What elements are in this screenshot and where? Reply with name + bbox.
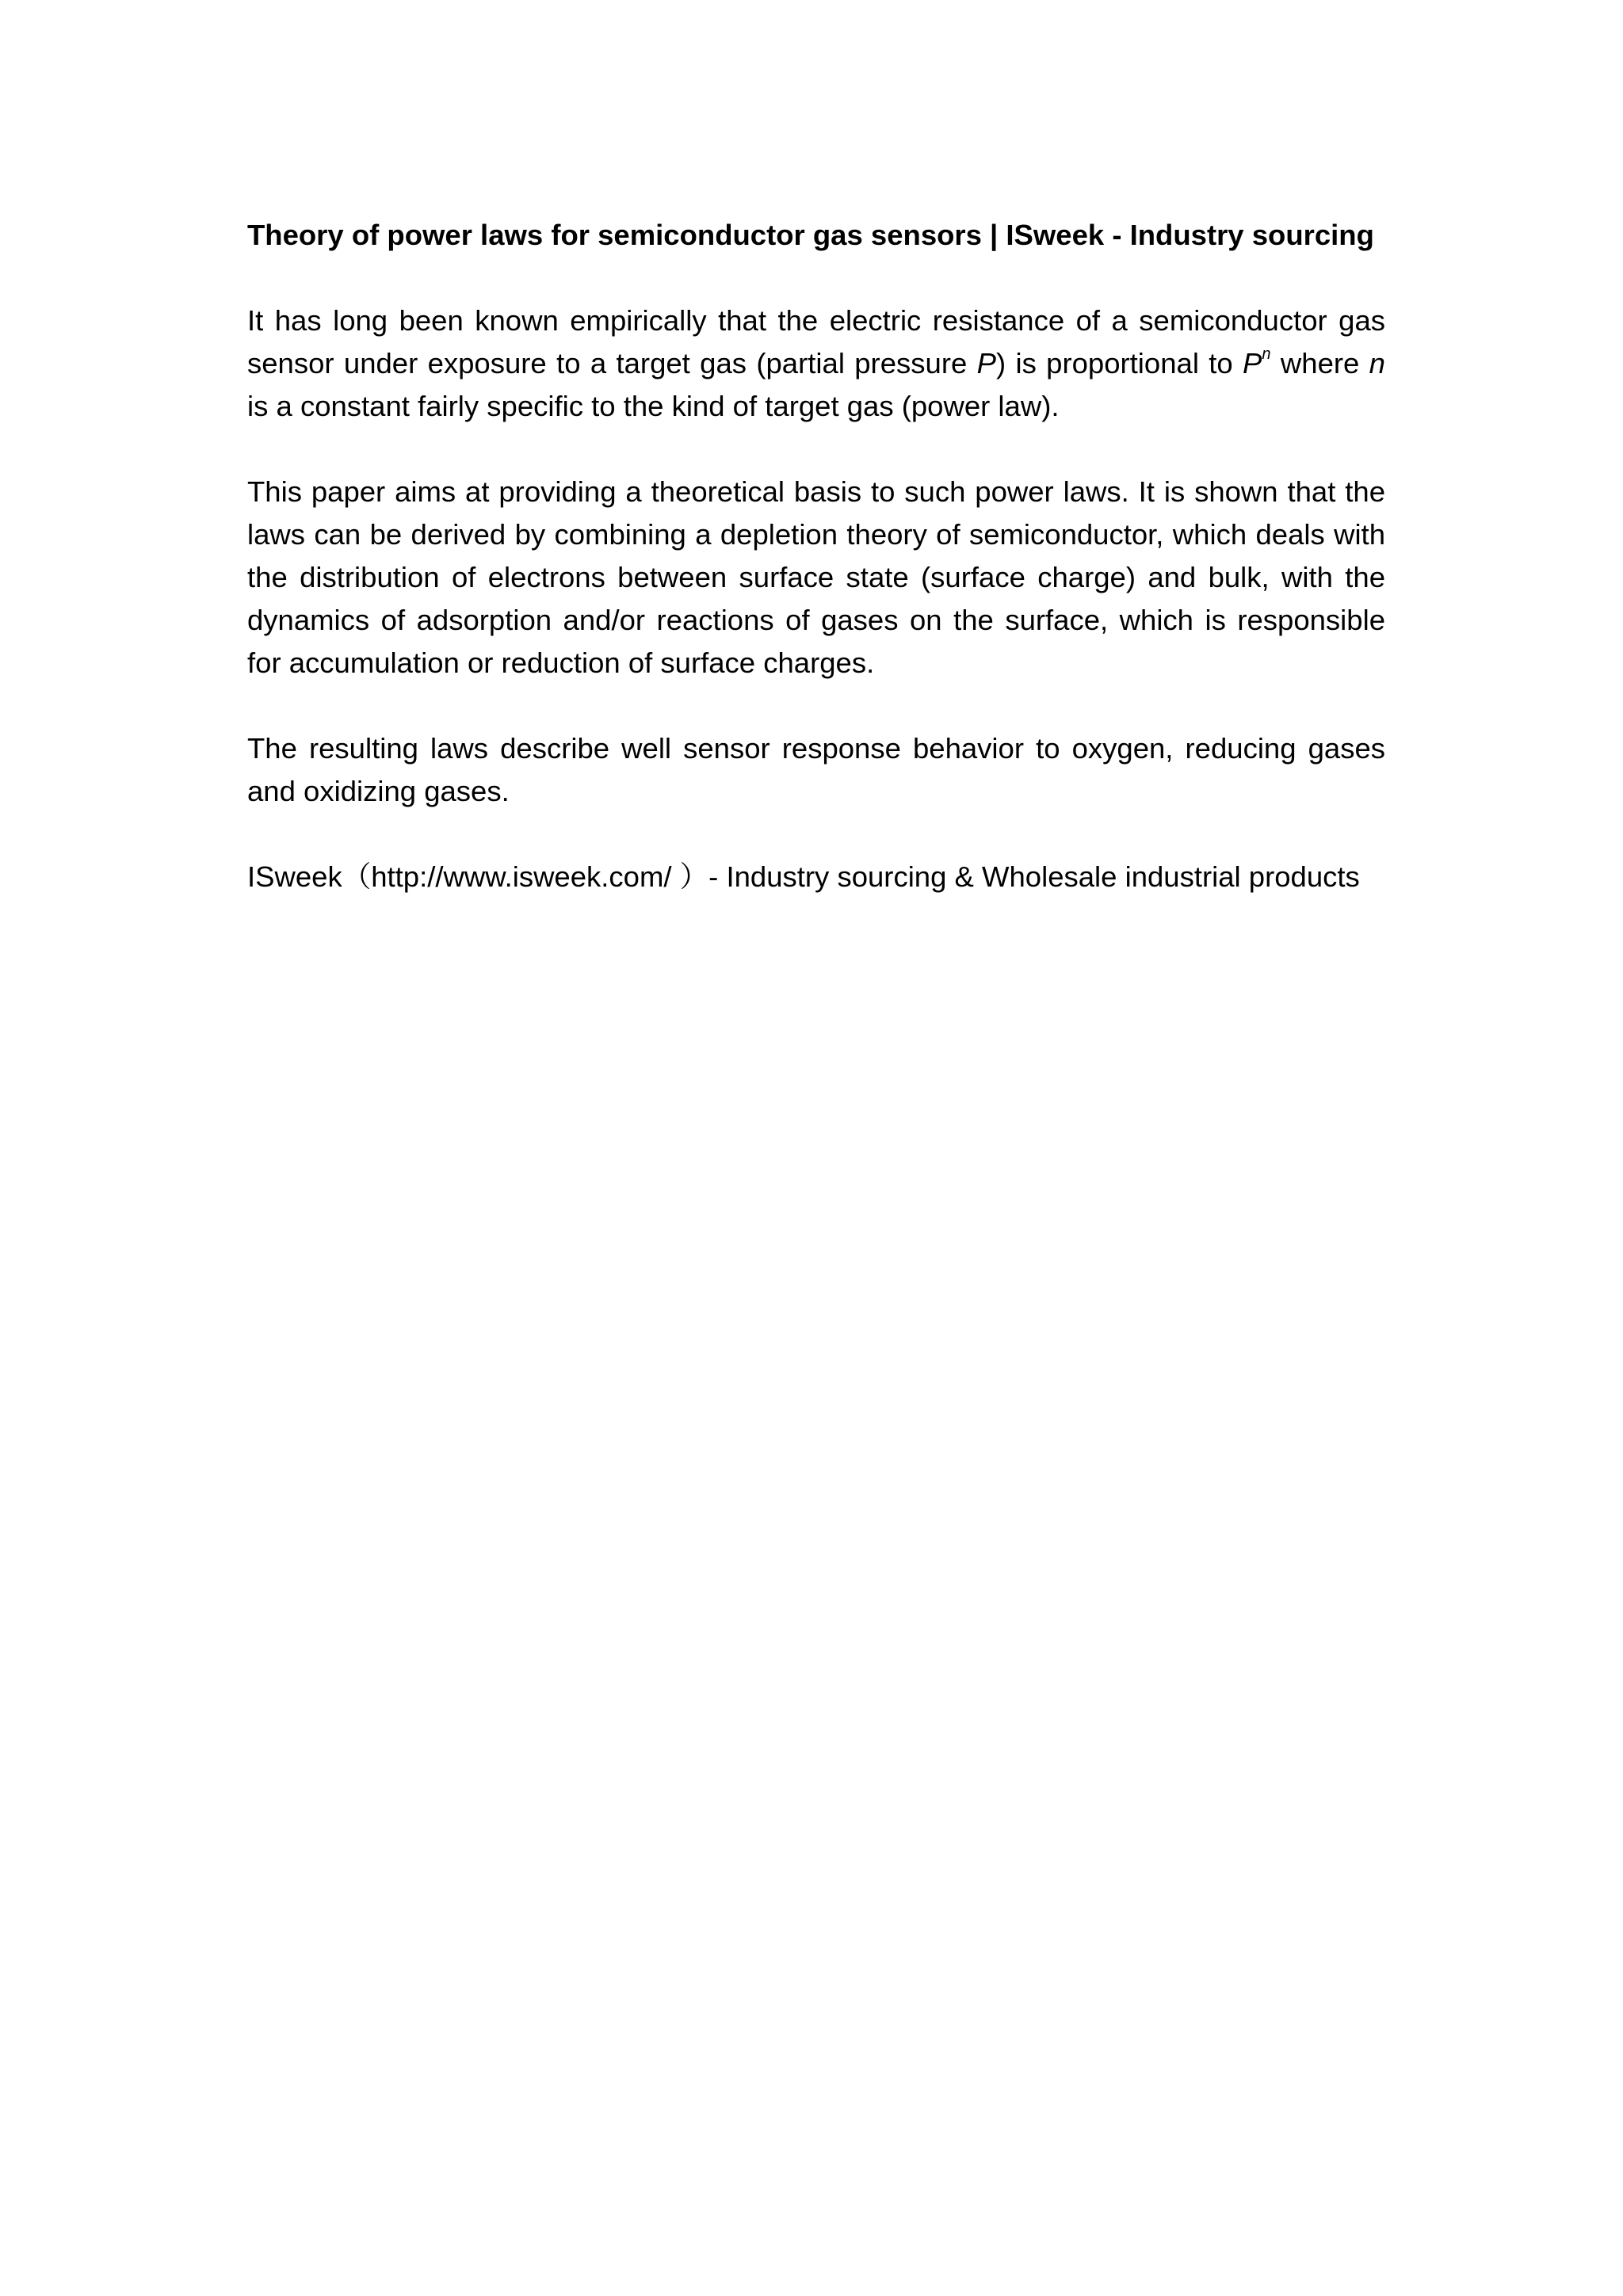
paragraph-text: ) is proportional to — [995, 347, 1243, 379]
paragraph-text: where — [1270, 347, 1369, 379]
paragraph-text: It has long been known empirically that the electric resistance of a semiconductor gas sensor under exposure to a target gas (partial pressure — [247, 304, 1385, 379]
paren-open: （ — [342, 860, 372, 893]
document-title: Theory of power laws for semiconductor gas sensors | ISweek - Industry sourcing — [247, 219, 1374, 251]
paren-close: ） — [679, 860, 709, 893]
source-footer — [247, 856, 1385, 898]
variable-n: n — [1369, 347, 1385, 379]
paragraph-theory: This paper aims at providing a theoretical basis to such power laws. It is shown that the laws can be derived by combining a depletion theory of semiconductor, which deals with the distribution of electrons between surface state (surface charge) and bulk, with the dynamics of adsorption and/or reactions of gases on the surface, which is responsible for accumulation or reduction of surface charges. — [247, 475, 1385, 679]
exponent-n: n — [1262, 345, 1271, 363]
paragraph-power-law — [247, 299, 1385, 428]
site-tagline: - Industry sourcing & Wholesale industrial products — [708, 860, 1360, 893]
variable-p-power: P — [1243, 347, 1262, 379]
document-page — [247, 214, 1385, 898]
site-url-link[interactable]: http://www.isweek.com/ — [371, 860, 672, 893]
paragraph-text: is a constant fairly specific to the kind of target gas (power law). — [247, 390, 1060, 422]
site-name: ISweek — [247, 860, 342, 893]
variable-p: P — [976, 347, 996, 379]
paragraph-results: The resulting laws describe well sensor response behavior to oxygen, reducing gases and oxidizing gases. — [247, 732, 1385, 807]
